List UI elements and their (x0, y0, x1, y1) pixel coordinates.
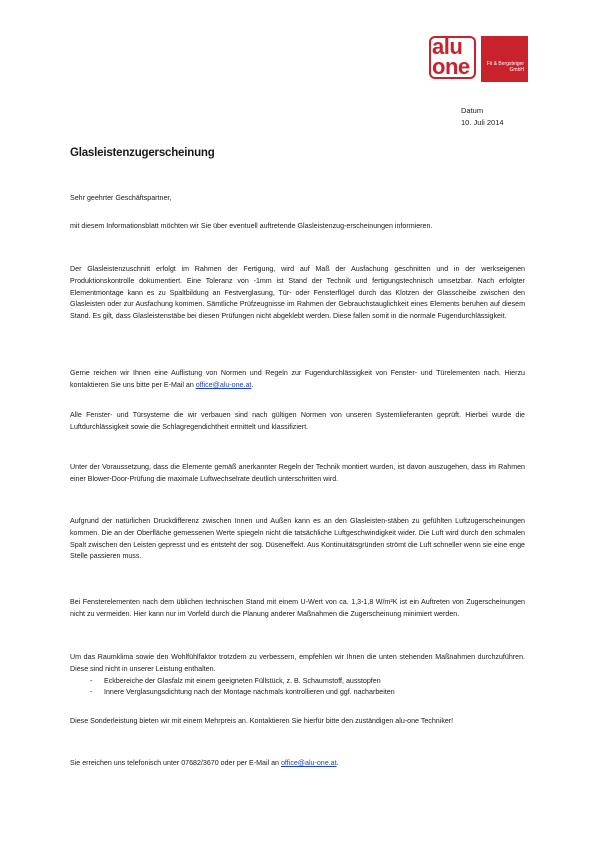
paragraph-norms (70, 368, 525, 392)
paragraph-blower-door (70, 462, 525, 486)
paragraph-contact-lead: Sie erreichen uns telefonisch unter 07682/3670 oder per E-Mail an (70, 759, 281, 767)
paragraph-contact-text (70, 758, 525, 770)
list-item-text: Eckbereiche der Glasfalz mit einem geeigneten Füllstück, z. B. Schaumstoff, ausstopfen (104, 676, 381, 685)
logo-word-bottom: one (432, 54, 470, 79)
date-value: 10. Juli 2014 (461, 118, 504, 127)
logo-tagline-1: Fit & Bergsteiger (486, 61, 524, 67)
logo-word-top: alu (432, 34, 463, 59)
date-label: Datum (461, 106, 484, 115)
date-block (461, 105, 504, 129)
paragraph-systems (70, 410, 525, 434)
paragraph-intro-text: mit diesem Informationsblatt möchten wir Sie über eventuell auftretende Glasleistenzug-erscheinungen informieren. (70, 222, 433, 230)
list-item (70, 676, 525, 688)
list-item-text: Innere Verglasungsdichtung nach der Montage nachmals kontrollieren und ggf. nacharbeiten (104, 688, 395, 697)
document-title: Glasleistenzugerscheinung (70, 147, 215, 159)
paragraph-measures-text: Um das Raumklima sowie den Wohlfühlfaktor trotzdem zu verbessern, empfehlen wir Ihnen die unten stehenden Maßnahmen durchzuführen. Diese sind nicht in unserer Leistung enthalten. (70, 653, 525, 673)
bullet-dash: - (90, 688, 93, 697)
paragraph-cutting (70, 264, 525, 323)
logo-tagline-2: GmbH (509, 67, 524, 73)
logo-wordmark (429, 36, 481, 82)
paragraph-measures (70, 652, 525, 699)
salutation (70, 193, 525, 205)
paragraph-cutting-text: Der Glasleistenzuschnitt erfolgt im Rahmen der Fertigung, wird auf Maß der Ausfachung geschnitten und in der werkseigenen Produktionskontrolle dokumentiert. Eine Toleranz von -1mm ist Stand der Technik und fertigungstechnisch umsetzbar. Nach erfolgter Elementmontage kann es zu Spaltbildung an Festverglasung, Tür- oder Fensterflügel durch das Klotzen der Glasscheibe zwischen den Glasleisten oder zur Ausfachung kommen. Sämtliche Prüfzeugnisse im Rahmen der Gebrauchstauglichkeit eines Elements beruhen auf diesem Stand. Es gilt, dass Glasleistenstäbe bei diesen Prüfungen nicht abgeklebt werden. Diese fallen somit in die normale Fugendurchlässigkeit. (70, 265, 525, 321)
salutation-text: Sehr geehrter Geschäftspartner, (70, 194, 172, 202)
company-logo (429, 36, 528, 82)
paragraph-intro (70, 221, 525, 233)
paragraph-pressure-text: Aufgrund der natürlichen Druckdifferenz zwischen Innen und Außen kann es an den Glasleisten-stäben zu gefühlten Luftzugerscheinungen kommen. Die an der Oberfläche gemessenen Werte spiegeln nicht die tatsächliche Luftgeschwindigkeit wider. Die Luft wird durch den schmalen Spalt zwischen den Leisten gepresst und es entsteht der sog. Düseneffekt. Aus Kontinuitätsgründen strömt die Luft schneller wenn sie eine enge Stelle passieren muss. (70, 517, 525, 561)
email-link[interactable]: office@alu-one.at (195, 380, 252, 389)
paragraph-u-value (70, 597, 525, 621)
paragraph-extra-service (70, 716, 525, 728)
paragraph-contact (70, 758, 525, 770)
bullet-dash: - (90, 676, 93, 685)
logo-red-block (481, 36, 528, 82)
paragraph-blower-door-text: Unter der Voraussetzung, dass die Elemente gemäß anerkannter Regeln der Technik montiert wurden, ist davon auszugehen, dass im Rahmen einer Blower-Door-Prüfung die maximale Luftwechselrate deutlich unterschritten wird. (70, 463, 525, 483)
paragraph-pressure (70, 516, 525, 563)
paragraph-norms-lead: Gerne reichen wir Ihnen eine Auflistung von Normen und Regeln zur Fugendurchlässigkeit von Fenster- und Türelementen nach. Hierzu kontaktieren Sie uns bitte per E-Mail an (70, 369, 525, 389)
paragraph-extra-service-text: Diese Sonderleistung bieten wir mit einem Mehrpreis an. Kontaktieren Sie hierfür bitte den zuständigen alu-one Techniker! (70, 717, 454, 725)
measures-list (70, 676, 525, 700)
email-link[interactable]: office@alu-one.at (280, 759, 337, 767)
paragraph-systems-text: Alle Fenster- und Türsysteme die wir verbauen sind nach gültigen Normen von unseren Systemlieferanten geprüft. Hierbei wurde die Luftdurchlässigkeit sowie die Schlagregendichtheit ermittelt und klassifiziert. (70, 411, 525, 431)
paragraph-contact-end: . (336, 759, 339, 767)
paragraph-u-value-text: Bei Fensterelementen nach dem üblichen technischen Stand mit einem U-Wert von ca. 1,3-1,8 W/m²K ist ein Auftreten von Zugerscheinungen nicht zu vermeiden. Hier kann nur im Vorfeld durch die Planung anderer Maßnahmen die Zugerscheinung minimiert werden. (70, 598, 525, 618)
paragraph-norms-end: . (251, 380, 254, 389)
paragraph-norms-text (70, 368, 525, 392)
list-item (70, 687, 525, 699)
